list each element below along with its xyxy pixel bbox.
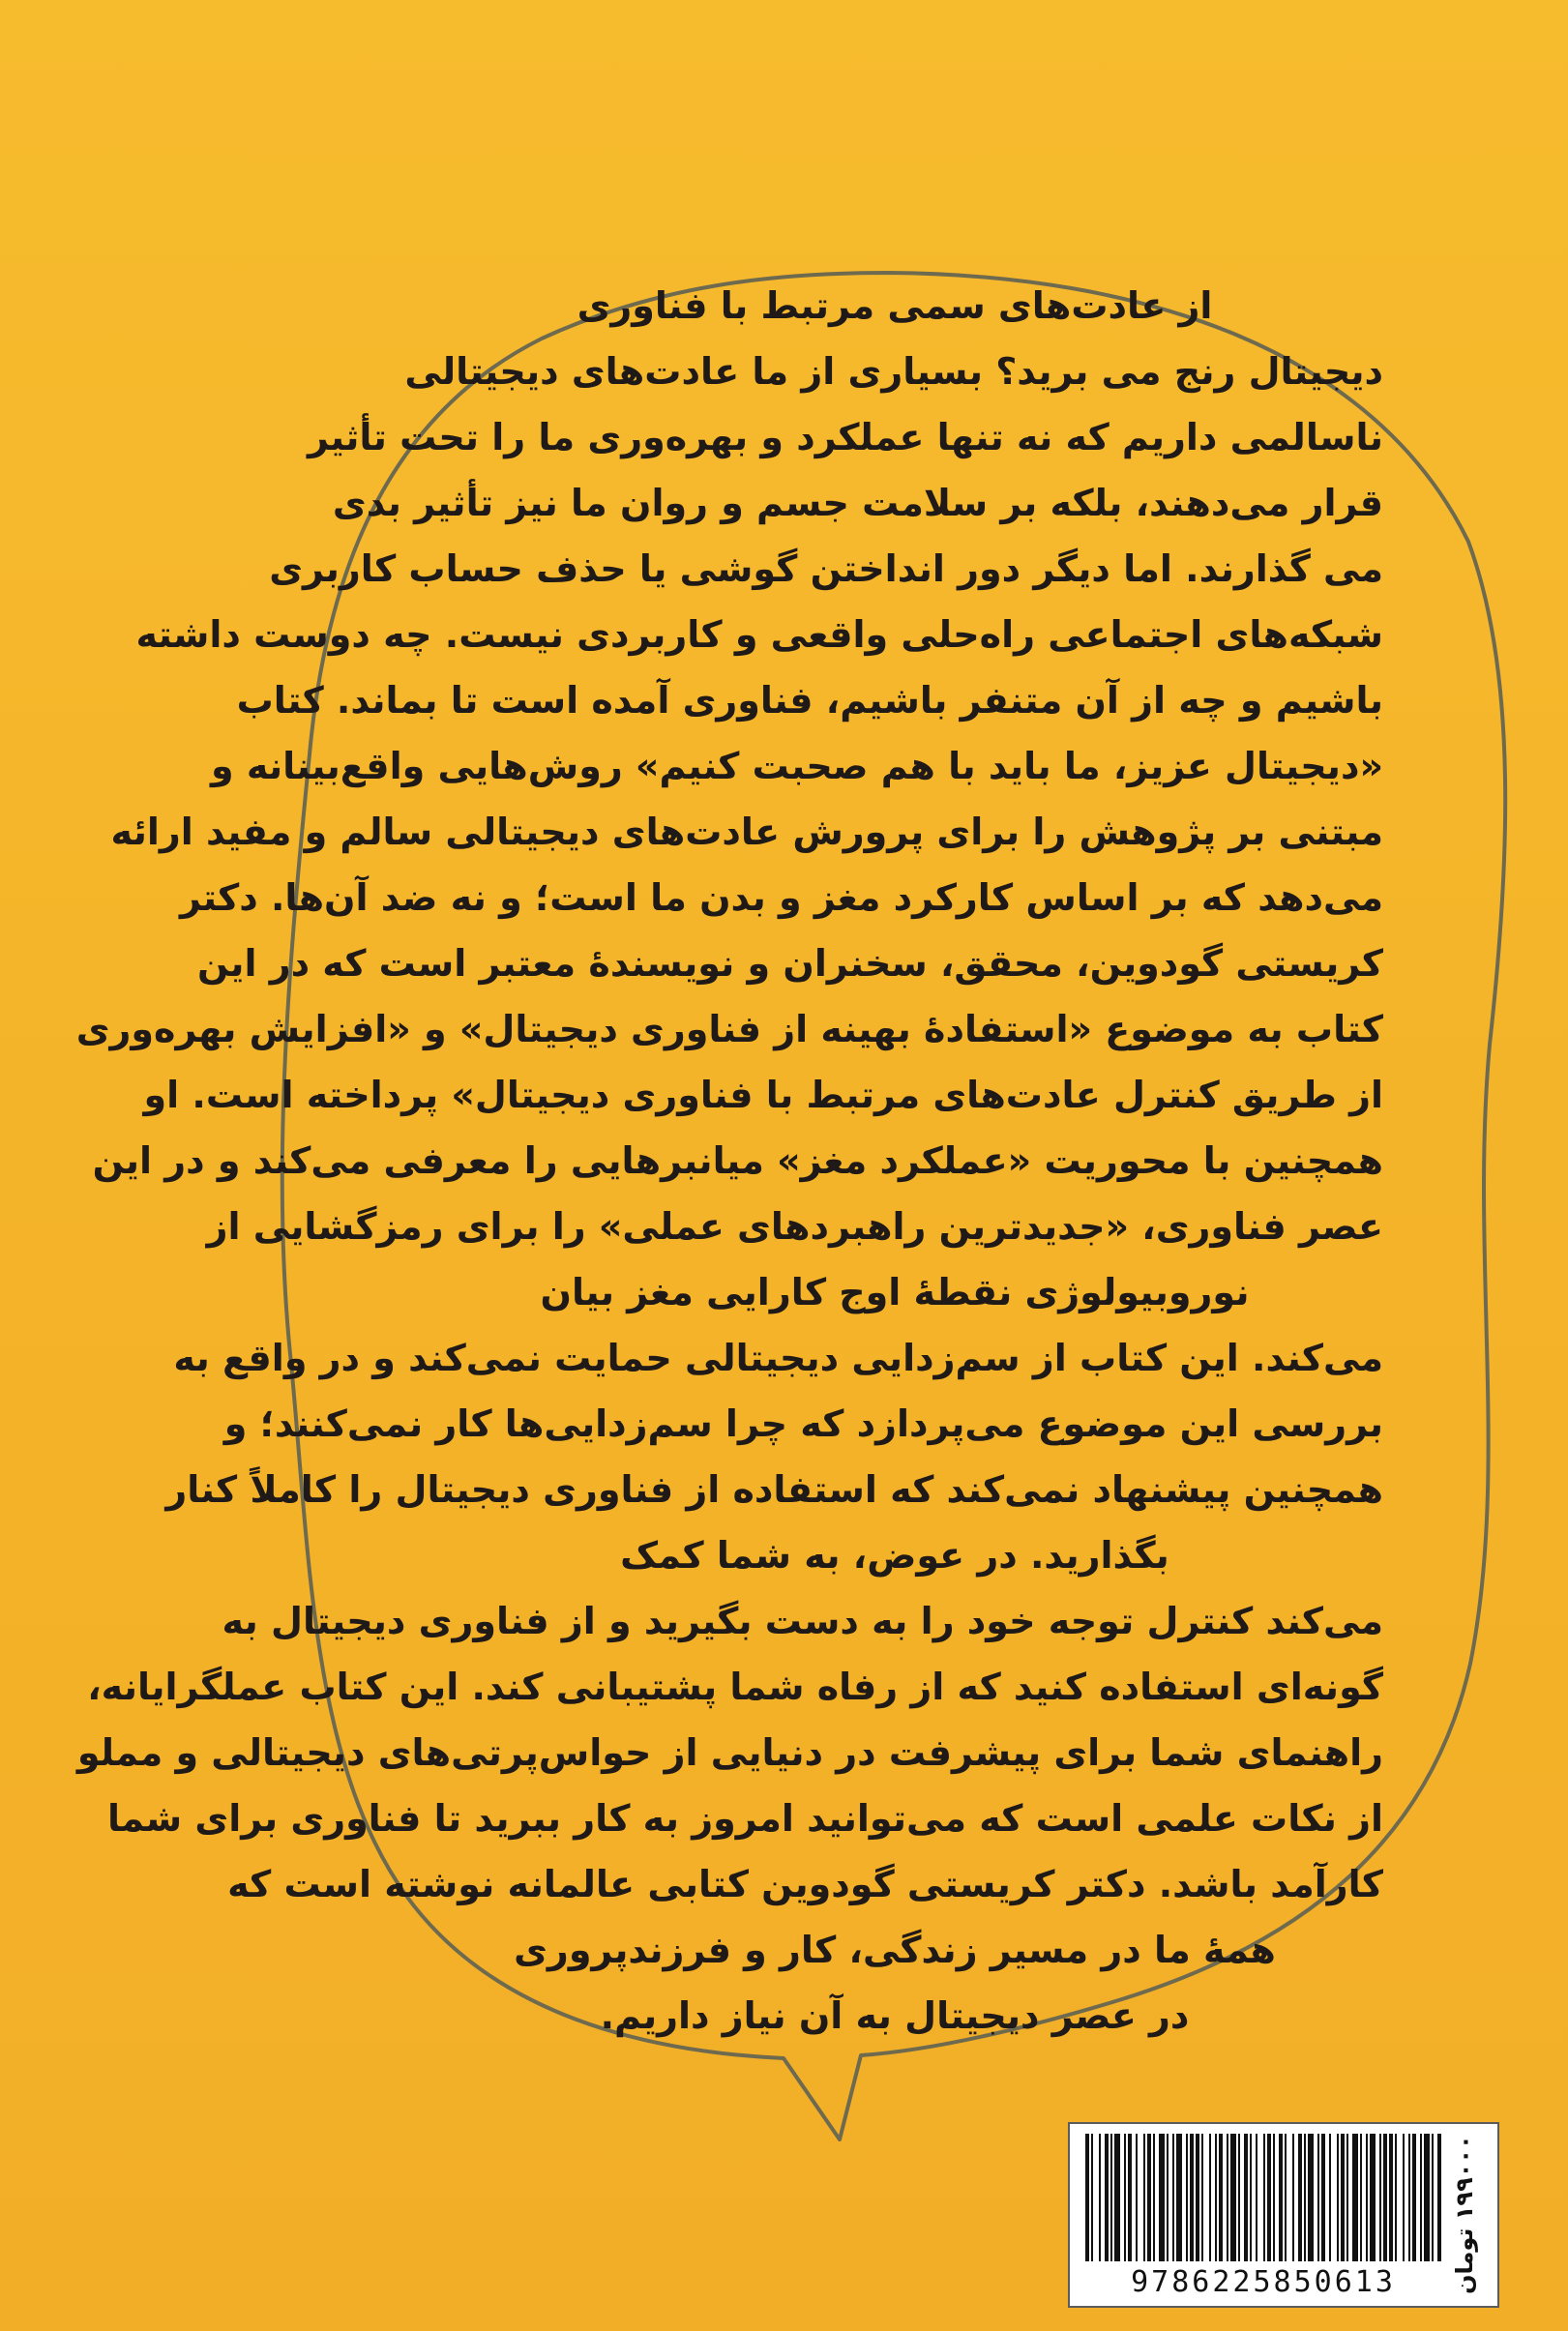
barcode-bar [1196,2134,1199,2261]
barcode-bar [1099,2134,1101,2261]
blurb-line: کریستی گودوین، محقق، سخنران و نویسندهٔ معتبر است که در این [196,942,1383,985]
barcode-label [1068,2122,1499,2308]
blurb-line: از نکات علمی است که می‌توانید امروز به کار ببرید تا فناوری برای شما [107,1797,1383,1840]
barcode-bar [1341,2134,1345,2261]
blurb-line: ناسالمی داریم که نه تنها عملکرد و بهره‌وری ما را تحت تأثیر [307,416,1383,458]
blurb-line: از عادت‌های سمی مرتبط با فناوری [577,284,1213,327]
barcode-bar [1110,2134,1112,2261]
barcode-bar [1215,2134,1217,2261]
barcode-bar [1383,2134,1387,2261]
barcode-bar [1091,2134,1093,2261]
barcode-bar [1153,2134,1155,2261]
barcode-bar [1408,2134,1410,2261]
blurb-line: شبکه‌های اجتماعی راه‌حلی واقعی و کاربردی نیست. چه دوست داشته [135,613,1383,656]
blurb-line: همچنین با محوریت «عملکرد مغز» میانبرهایی را معرفی می‌کند و در این [92,1139,1383,1182]
barcode-bar [1227,2134,1228,2261]
barcode-bar [1267,2134,1271,2261]
blurb-line: کتاب به موضوع «استفادهٔ بهینه از فناوری دیجیتال» و «افزایش بهره‌وری [75,1008,1383,1050]
barcode-bar [1230,2134,1236,2261]
blurb-line: همچنین پیشنهاد نمی‌کند که استفاده از فناوری دیجیتال را کاملاً کنار [165,1468,1383,1511]
barcode-bar [1128,2134,1132,2261]
blurb-line: باشیم و چه از آن متنفر باشیم، فناوری آمده است تا بماند. کتاب [236,679,1383,722]
blurb-line: می‌دهد که بر اساس کارکرد مغز و بدن ما است؛ و نه ضد آن‌ها. دکتر [180,876,1383,919]
barcode-bars [1083,2134,1443,2261]
barcode-bar [1412,2134,1416,2261]
barcode-bar [1238,2134,1240,2261]
barcode-bar [1159,2134,1165,2261]
barcode-bar [1124,2134,1126,2261]
barcode-bar [1209,2134,1211,2261]
barcode-bar [1370,2134,1376,2261]
barcode-bar [1279,2134,1283,2261]
blurb-line: بگذارید. در عوض، به شما کمک [620,1534,1169,1577]
barcode-bar [1285,2134,1287,2261]
barcode-bar [1114,2134,1120,2261]
blurb-line: می‌کند کنترل توجه خود را به دست بگیرید و از فناوری دیجیتال به [222,1600,1383,1642]
isbn-number: 9786225850613 [1131,2265,1396,2299]
barcode-bar [1366,2134,1368,2261]
blurb-line: مبتنی بر پژوهش را برای پرورش عادت‌های دیجیتالی سالم و مفید ارائه [110,811,1383,853]
back-cover-blurb [75,273,1383,2049]
barcode-bar [1304,2134,1306,2261]
barcode-bar [1250,2134,1252,2261]
blurb-line: از طریق کنترل عادت‌های مرتبط با فناوری دیجیتال» پرداخته است. او [143,1074,1383,1116]
barcode-bar [1186,2134,1188,2261]
barcode-bar [1105,2134,1109,2261]
blurb-line: دیجیتال رنج می برید؟ بسیاری از ما عادت‌های دیجیتالی [404,350,1383,393]
barcode-bar [1317,2134,1319,2261]
barcode-bar [1136,2134,1138,2261]
barcode-bar [1432,2134,1434,2261]
barcode-bar [1201,2134,1203,2261]
blurb-line: قرار می‌دهند، بلکه بر سلامت جسم و روان ما نیز تأثیر بدی [332,482,1383,524]
barcode-bar [1321,2134,1325,2261]
barcode-bar [1273,2134,1275,2261]
barcode-bar [1420,2134,1422,2261]
barcode-bar [1308,2134,1314,2261]
barcode-bar [1172,2134,1174,2261]
barcode-bar [1298,2134,1302,2261]
barcode-bar [1329,2134,1331,2261]
barcode-bar [1389,2134,1393,2261]
barcode-bar [1346,2134,1348,2261]
barcode-bar [1352,2134,1358,2261]
barcode-bar [1337,2134,1339,2261]
barcode-bar [1176,2134,1182,2261]
blurb-line: راهنمای شما برای پیشرفت در دنیایی از حواس‌پرتی‌های دیجیتالی و مملو [76,1731,1383,1774]
blurb-line: کارآمد باشد. دکتر کریستی گودوین کتابی عالمانه نوشته است که [227,1863,1383,1905]
barcode-bar [1256,2134,1257,2261]
barcode-bar [1395,2134,1397,2261]
price-label: ۱۹۹۰۰۰ تومان [1451,2135,1478,2295]
barcode-bar [1190,2134,1194,2261]
blurb-line: گونه‌ای استفاده کنید که از رفاه شما پشتیبانی کند. این کتاب عملگرایانه، [87,1666,1383,1708]
blurb-line: در عصر دیجیتال به آن نیاز داریم. [600,1994,1190,2037]
blurb-line: «دیجیتال عزیز، ما باید با هم صحبت کنیم» روش‌هایی واقع‌بینانه و [211,745,1383,787]
blurb-line: بررسی این موضوع می‌پردازد که چرا سم‌زدایی‌ها کار نمی‌کنند؛ و [223,1402,1383,1445]
blurb-line: نوروبیولوژی نقطهٔ اوج کارایی مغز بیان [540,1271,1250,1313]
barcode-bar [1292,2134,1294,2261]
barcode-bar [1360,2134,1362,2261]
barcode-bar [1167,2134,1169,2261]
blurb-line: عصر فناوری، «جدیدترین راهبردهای عملی» را برای رمزگشایی از [206,1205,1383,1248]
barcode-bar [1403,2134,1405,2261]
barcode-bar [1147,2134,1151,2261]
blurb-line: همهٔ ما در مسیر زندگی، کار و فرزندپروری [514,1929,1276,1971]
barcode-bar [1424,2134,1430,2261]
barcode-bar [1263,2134,1265,2261]
blurb-line: می‌کند. این کتاب از سم‌زدایی دیجیتالی حمایت نمی‌کند و در واقع به [173,1337,1383,1379]
barcode-bar [1219,2134,1223,2261]
blurb-line: می گذارند. اما دیگر دور انداختن گوشی یا حذف حساب کاربری [269,547,1383,590]
barcode-bar [1143,2134,1145,2261]
barcode-bar [1379,2134,1381,2261]
barcode-bar [1244,2134,1248,2261]
barcode-bar [1085,2134,1089,2261]
barcode-bar [1437,2134,1441,2261]
